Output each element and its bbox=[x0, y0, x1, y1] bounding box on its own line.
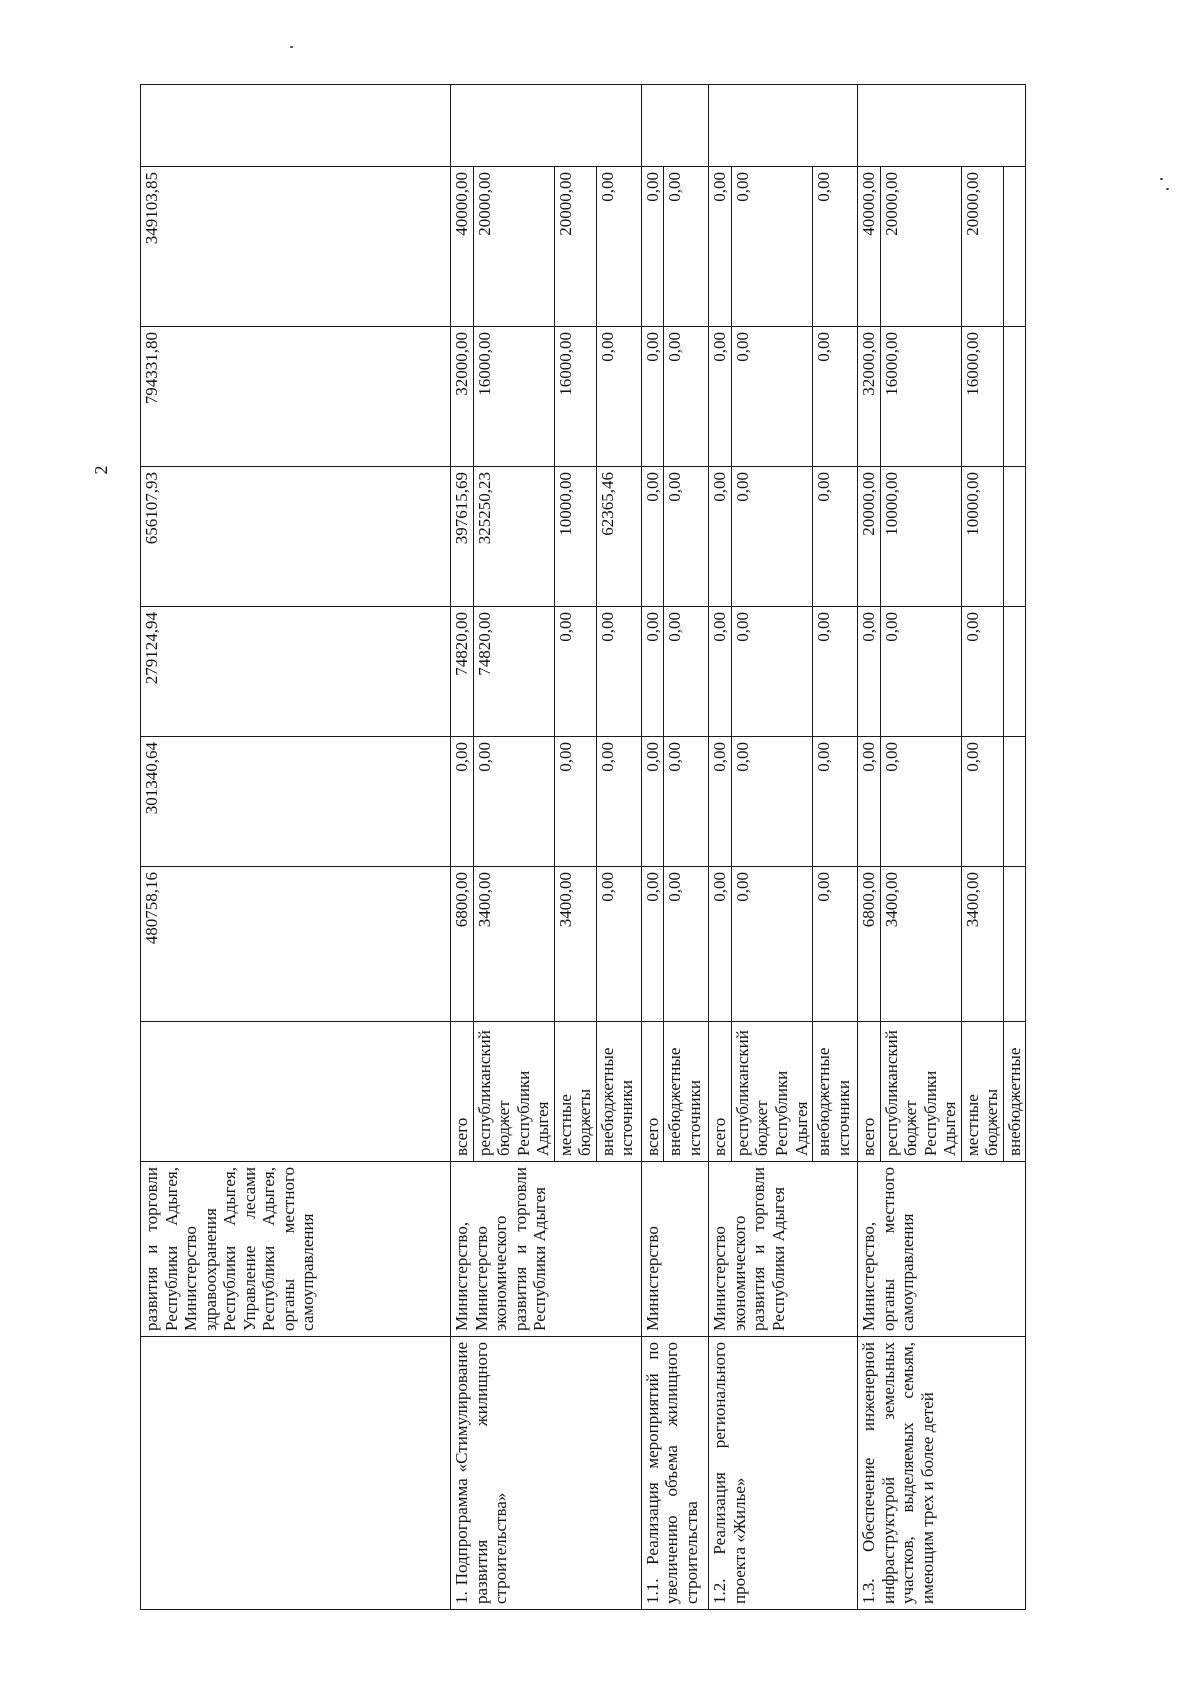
value-cell: 0,00 bbox=[596, 867, 641, 1022]
value-cell: 0,00 bbox=[880, 737, 961, 867]
value-cell: 0,00 bbox=[709, 607, 732, 737]
value-cell: 325250,23 bbox=[473, 467, 554, 607]
value-cell: 0,00 bbox=[709, 467, 732, 607]
executor-cell: Министерство экономического развития и торговли Республики Адыгея bbox=[709, 1162, 858, 1337]
value-cell: 0,00 bbox=[731, 867, 812, 1022]
value-cell: 20000,00 bbox=[858, 467, 881, 607]
value-cell: 16000,00 bbox=[473, 327, 554, 467]
scan-speck bbox=[1160, 178, 1163, 180]
executor-cell: Министерство, органы местного самоуправления bbox=[858, 1162, 1026, 1337]
executor-cell: развития и торговли Республики Адыгея, Министерство здравоохранения Республики Адыгея, Управление лесами Республики Адыгея, органы местного самоуправления bbox=[141, 1162, 451, 1337]
value-cell: 349103,85 bbox=[141, 167, 451, 327]
value-cell: 0,00 bbox=[858, 607, 881, 737]
value-cell: 40000,00 bbox=[451, 167, 474, 327]
value-cell bbox=[1003, 607, 1026, 737]
value-cell: 0,00 bbox=[473, 737, 554, 867]
scan-speck bbox=[1166, 188, 1169, 190]
value-cell: 3400,00 bbox=[880, 867, 961, 1022]
rotated-page-content bbox=[140, 85, 1024, 1610]
value-cell: 0,00 bbox=[813, 467, 858, 607]
value-cell: 0,00 bbox=[664, 327, 709, 467]
value-cell: 0,00 bbox=[813, 607, 858, 737]
value-cell: 20000,00 bbox=[961, 167, 1003, 327]
value-cell: 0,00 bbox=[664, 607, 709, 737]
scan-speck bbox=[290, 46, 293, 48]
value-cell: 0,00 bbox=[961, 607, 1003, 737]
value-cell: 0,00 bbox=[596, 167, 641, 327]
program-name-cell: 1.1. Реализация мероприятий по увеличению объема жилищного строительства bbox=[641, 1337, 709, 1610]
funding-source-cell: всего bbox=[451, 1022, 474, 1162]
value-cell bbox=[1003, 867, 1026, 1022]
funding-source-cell: внебюджетные источники bbox=[813, 1022, 858, 1162]
value-cell bbox=[1003, 167, 1026, 327]
empty-cell bbox=[141, 85, 451, 167]
value-cell: 3400,00 bbox=[473, 867, 554, 1022]
value-cell: 0,00 bbox=[554, 737, 596, 867]
funding-source-cell: всего bbox=[709, 1022, 732, 1162]
value-cell: 0,00 bbox=[451, 737, 474, 867]
value-cell: 0,00 bbox=[641, 467, 664, 607]
value-cell: 0,00 bbox=[596, 737, 641, 867]
value-cell: 0,00 bbox=[641, 867, 664, 1022]
value-cell: 397615,69 bbox=[451, 467, 474, 607]
table-row bbox=[641, 85, 664, 1610]
table-row bbox=[709, 85, 732, 1610]
value-cell: 0,00 bbox=[709, 867, 732, 1022]
value-cell: 0,00 bbox=[554, 607, 596, 737]
value-cell: 794331,80 bbox=[141, 327, 451, 467]
value-cell: 0,00 bbox=[709, 167, 732, 327]
funding-source-cell: внебюджетные bbox=[1003, 1022, 1026, 1162]
program-name-cell: 1.2. Реализация регионального проекта «Жилье» bbox=[709, 1337, 858, 1610]
value-cell: 20000,00 bbox=[554, 167, 596, 327]
value-cell: 0,00 bbox=[641, 737, 664, 867]
value-cell: 0,00 bbox=[664, 867, 709, 1022]
value-cell: 62365,46 bbox=[596, 467, 641, 607]
value-cell: 0,00 bbox=[709, 327, 732, 467]
value-cell: 480758,16 bbox=[141, 867, 451, 1022]
value-cell: 0,00 bbox=[813, 737, 858, 867]
empty-cell bbox=[709, 85, 858, 167]
value-cell: 10000,00 bbox=[554, 467, 596, 607]
value-cell: 0,00 bbox=[813, 167, 858, 327]
value-cell: 301340,64 bbox=[141, 737, 451, 867]
funding-source-cell: республиканский бюджет Республики Адыгея bbox=[880, 1022, 961, 1162]
value-cell: 0,00 bbox=[961, 737, 1003, 867]
value-cell: 16000,00 bbox=[554, 327, 596, 467]
value-cell: 0,00 bbox=[731, 737, 812, 867]
value-cell: 0,00 bbox=[709, 737, 732, 867]
executor-cell: Министерство, Министерство экономического развития и торговли Республики Адыгея bbox=[451, 1162, 642, 1337]
value-cell: 0,00 bbox=[880, 607, 961, 737]
value-cell: 0,00 bbox=[641, 167, 664, 327]
program-name-cell bbox=[141, 1337, 451, 1610]
table-row bbox=[451, 85, 474, 1610]
empty-cell bbox=[641, 85, 709, 167]
value-cell: 3400,00 bbox=[961, 867, 1003, 1022]
value-cell: 0,00 bbox=[858, 737, 881, 867]
value-cell: 0,00 bbox=[641, 327, 664, 467]
value-cell: 0,00 bbox=[596, 327, 641, 467]
value-cell: 3400,00 bbox=[554, 867, 596, 1022]
value-cell: 0,00 bbox=[664, 467, 709, 607]
value-cell: 32000,00 bbox=[451, 327, 474, 467]
value-cell bbox=[1003, 737, 1026, 867]
value-cell: 20000,00 bbox=[880, 167, 961, 327]
funding-source-cell: всего bbox=[641, 1022, 664, 1162]
value-cell: 74820,00 bbox=[473, 607, 554, 737]
budget-table bbox=[140, 84, 1026, 1610]
funding-source-cell: внебюджетные источники bbox=[664, 1022, 709, 1162]
value-cell: 0,00 bbox=[731, 607, 812, 737]
executor-cell: Министерство bbox=[641, 1162, 709, 1337]
value-cell: 0,00 bbox=[664, 167, 709, 327]
program-name-cell: 1.3. Обеспечение инженерной инфраструктурой земельных участков, выделяемых семьям, имеющим трех и более детей bbox=[858, 1337, 1026, 1610]
value-cell: 0,00 bbox=[641, 607, 664, 737]
value-cell: 40000,00 bbox=[858, 167, 881, 327]
page-number: 2 bbox=[91, 465, 111, 475]
value-cell: 0,00 bbox=[596, 607, 641, 737]
value-cell: 74820,00 bbox=[451, 607, 474, 737]
empty-cell bbox=[858, 85, 1026, 167]
empty-cell bbox=[451, 85, 642, 167]
value-cell bbox=[1003, 327, 1026, 467]
funding-source-cell bbox=[141, 1022, 451, 1162]
funding-source-cell: внебюджетные источники bbox=[596, 1022, 641, 1162]
value-cell: 6800,00 bbox=[451, 867, 474, 1022]
funding-source-cell: республиканский бюджет Республики Адыгея bbox=[731, 1022, 812, 1162]
table-row bbox=[858, 85, 881, 1610]
value-cell: 656107,93 bbox=[141, 467, 451, 607]
value-cell: 0,00 bbox=[813, 327, 858, 467]
value-cell: 16000,00 bbox=[880, 327, 961, 467]
value-cell: 0,00 bbox=[731, 467, 812, 607]
value-cell: 32000,00 bbox=[858, 327, 881, 467]
value-cell: 0,00 bbox=[813, 867, 858, 1022]
funding-source-cell: местные бюджеты bbox=[554, 1022, 596, 1162]
program-name-cell: 1. Подпрограмма «Стимулирование развития жилищного строительства» bbox=[451, 1337, 642, 1610]
value-cell: 10000,00 bbox=[880, 467, 961, 607]
value-cell: 0,00 bbox=[731, 167, 812, 327]
funding-source-cell: всего bbox=[858, 1022, 881, 1162]
value-cell bbox=[1003, 467, 1026, 607]
value-cell: 279124,94 bbox=[141, 607, 451, 737]
value-cell: 0,00 bbox=[731, 327, 812, 467]
funding-source-cell: республиканский бюджет Республики Адыгея bbox=[473, 1022, 554, 1162]
value-cell: 0,00 bbox=[664, 737, 709, 867]
value-cell: 20000,00 bbox=[473, 167, 554, 327]
value-cell: 10000,00 bbox=[961, 467, 1003, 607]
table-row bbox=[141, 85, 451, 1610]
value-cell: 6800,00 bbox=[858, 867, 881, 1022]
value-cell: 16000,00 bbox=[961, 327, 1003, 467]
funding-source-cell: местные бюджеты bbox=[961, 1022, 1003, 1162]
